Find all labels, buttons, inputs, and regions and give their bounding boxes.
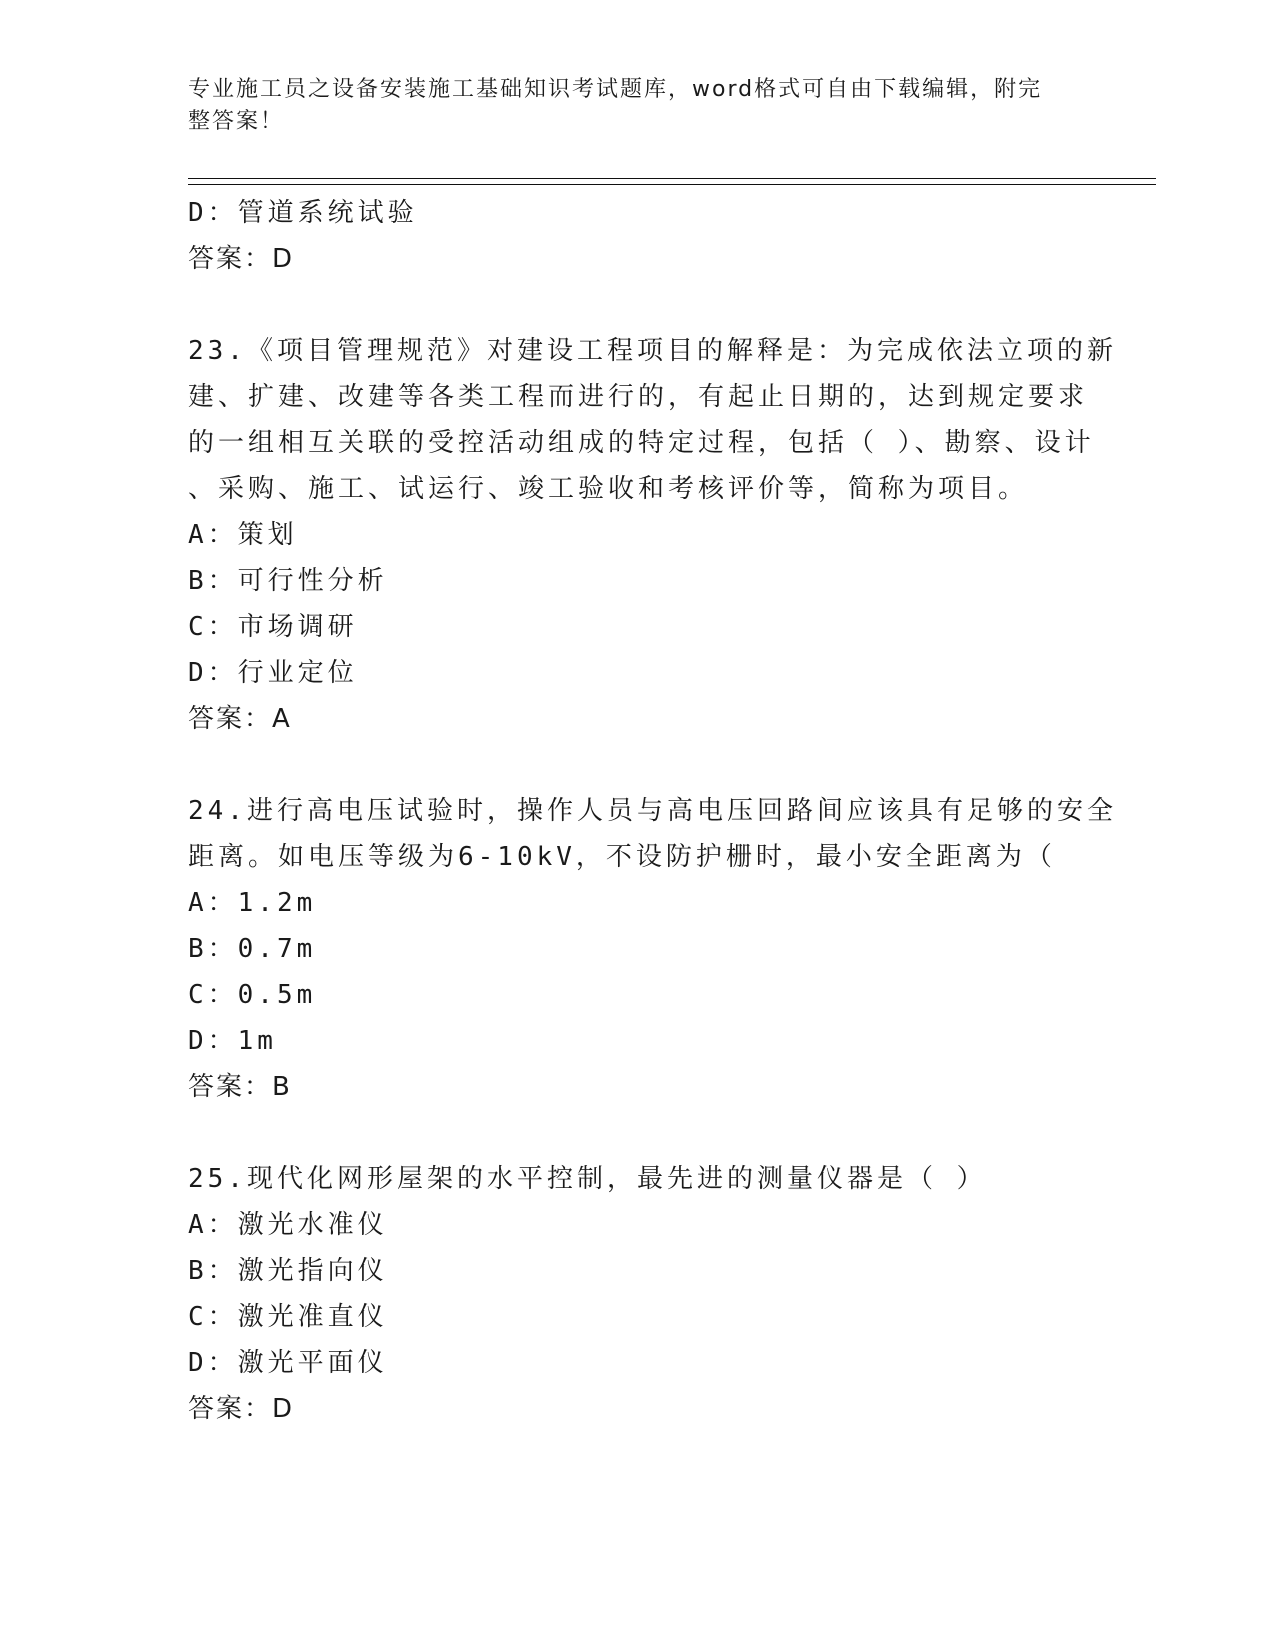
option-c: C：市场调研	[188, 612, 358, 642]
answer-line: 答案：A	[188, 704, 292, 734]
question-block-22-tail	[188, 190, 1088, 282]
question-block-24	[188, 788, 1117, 1110]
header-line-1: 专业施工员之设备安装施工基础知识考试题库，word格式可自由下载编辑，附完	[188, 77, 1043, 102]
question-text: 、采购、施工、试运行、竣工验收和考核评价等，简称为项目。	[188, 474, 1029, 504]
question-text: 23.《项目管理规范》对建设工程项目的解释是：为完成依法立项的新	[188, 336, 1117, 366]
document-header	[188, 74, 1068, 138]
option-c: C：激光准直仪	[188, 1302, 388, 1332]
question-content	[188, 190, 1117, 1432]
header-line-2: 整答案！	[188, 109, 285, 134]
option-a: A：策划	[188, 520, 298, 550]
option-b: B：激光指向仪	[188, 1256, 388, 1286]
option-d: D：激光平面仪	[188, 1348, 388, 1378]
option-c: C：0.5m	[188, 980, 317, 1010]
answer-line: 答案：B	[188, 1072, 292, 1102]
header-rule-bottom	[188, 184, 1156, 185]
question-text: 24.进行高电压试验时，操作人员与高电压回路间应该具有足够的安全	[188, 796, 1117, 826]
answer-line: 答案：D	[188, 1394, 295, 1424]
option-b: B：0.7m	[188, 934, 317, 964]
answer-line: 答案：D	[188, 244, 295, 274]
question-text: 建、扩建、改建等各类工程而进行的，有起止日期的，达到规定要求	[188, 382, 1089, 412]
question-text: 距离。如电压等级为6-10kV，不设防护栅时，最小安全距离为（	[188, 842, 1056, 872]
header-rule-top	[188, 178, 1156, 179]
question-text: 25.现代化网形屋架的水平控制，最先进的测量仪器是（ ）	[188, 1164, 987, 1194]
option-d: D：1m	[188, 1026, 277, 1056]
option-d: D：行业定位	[188, 658, 358, 688]
option-a: A：激光水准仪	[188, 1210, 388, 1240]
option-b: B：可行性分析	[188, 566, 388, 596]
question-block-23	[188, 328, 1117, 742]
question-block-25	[188, 1156, 1088, 1432]
question-text: 的一组相互关联的受控活动组成的特定过程，包括（ ）、勘察、设计	[188, 428, 1095, 458]
option-a: A：1.2m	[188, 888, 317, 918]
option-d: D：管道系统试验	[188, 198, 418, 228]
